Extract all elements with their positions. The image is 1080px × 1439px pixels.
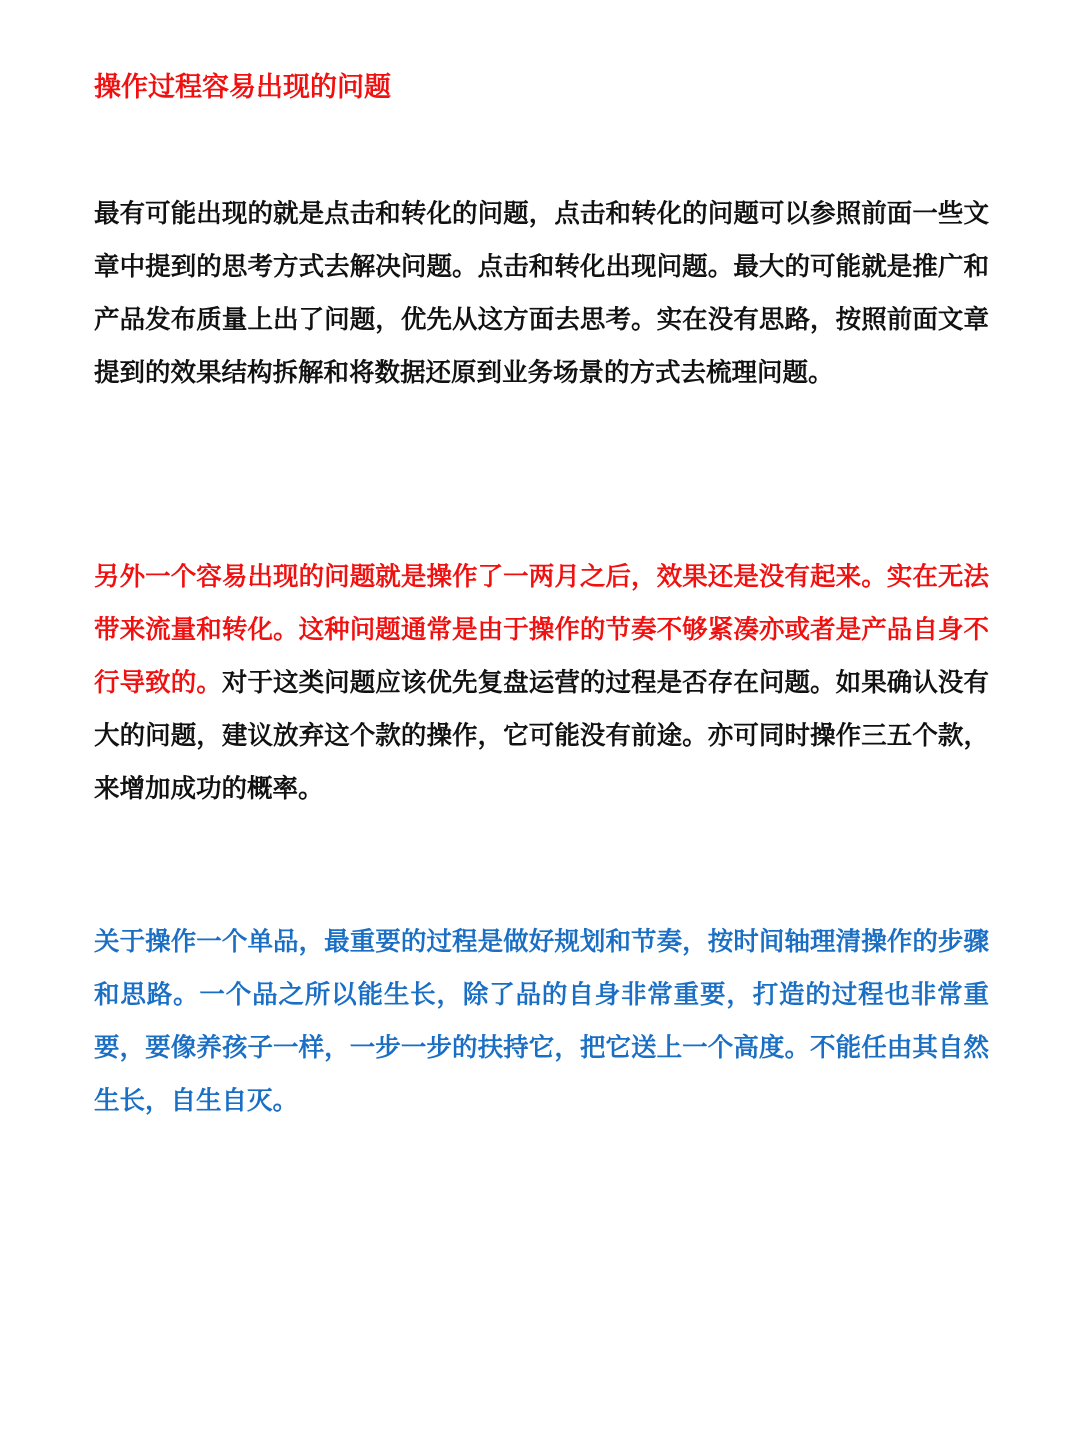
paragraph-click-conversion: 最有可能出现的就是点击和转化的问题，点击和转化的问题可以参照前面一些文章中提到的思考方式去解决问题。点击和转化出现问题。最大的可能就是推广和产品发布质量上出了问题，优先从这方面去思考。实在没有思路，按照前面文章提到的效果结构拆解和将数据还原到业务场景的方式去梳理问题。 <box>94 199 989 388</box>
paragraph-slow-results-highlight: 另外一个容易出现的问题就是操作了一两月之后，效果还是没有起来。实在无法带来流量和转化。这种问题通常是由于操作的节奏不够紧凑亦或者是产品自身不行导致的。 <box>94 562 989 698</box>
paragraph-slow-results <box>94 551 989 816</box>
section-heading: 操作过程容易出现的问题 <box>94 72 391 103</box>
paragraph-slow-results-rest: 对于这类问题应该优先复盘运营的过程是否存在问题。如果确认没有大的问题，建议放弃这个款的操作，它可能没有前途。亦可同时操作三五个款，来增加成功的概率。 <box>94 668 989 804</box>
paragraph-planning-rhythm: 关于操作一个单品，最重要的过程是做好规划和节奏，按时间轴理清操作的步骤和思路。一个品之所以能生长，除了品的自身非常重要，打造的过程也非常重要，要像养孩子一样，一步一步的扶持它，把它送上一个高度。不能任由其自然生长，自生自灭。 <box>94 927 989 1116</box>
